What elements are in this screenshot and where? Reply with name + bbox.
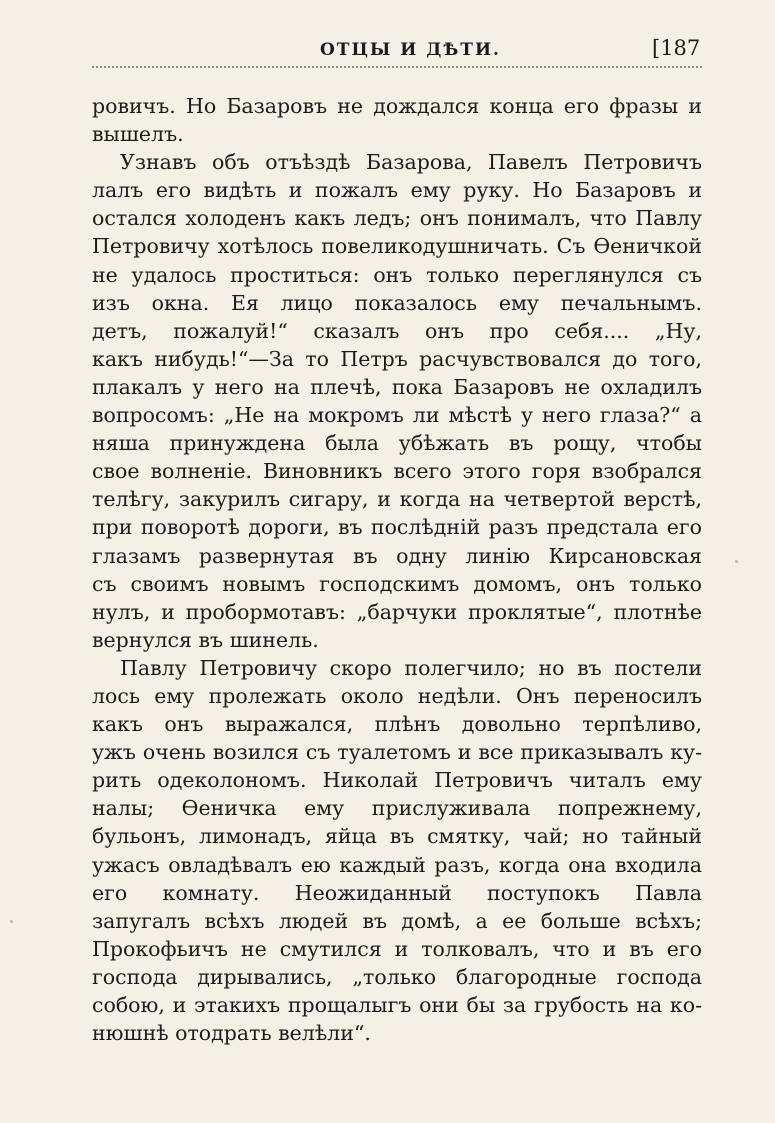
text-line: запугалъ всѣхъ людей въ домѣ, а ее больше всѣхъ; xyxy=(92,908,702,933)
text-line: собою, и этакихъ прощалыгъ они бы за грубость на ко- xyxy=(92,993,702,1017)
text-line: детъ, пожалуй!“ сказалъ онъ про себя.... „Ну, xyxy=(92,318,702,343)
text-line: ровичъ. Но Базаровъ не дождался конца его фразы и xyxy=(92,94,702,118)
text-line: свое волненіе. Виновникъ всего этого горя взобрался xyxy=(92,459,702,484)
text-line: Узнавъ объ отъѣздѣ Базарова, Павелъ Петровичъ xyxy=(120,150,702,175)
text-line: няша принуждена была убѣжать въ рощу, чтобы xyxy=(92,431,702,456)
paragraph xyxy=(92,92,702,148)
text-line: не удалось проститься: онъ только переглянулся съ xyxy=(92,262,702,287)
text-line: Прокофьичъ не смутился и толковалъ, что и въ его xyxy=(92,936,702,961)
text-line: нулъ, и пробормотавъ: „барчуки проклятые“, плотнѣе xyxy=(92,599,702,624)
text-line: бульонъ, лимонадъ, яйца въ смятку, чай; но тайный xyxy=(92,824,702,849)
text-line: при поворотѣ дороги, въ послѣдній разъ предстала его xyxy=(92,515,702,540)
text-line: плакалъ у него на плечѣ, пока Базаровъ не охладилъ xyxy=(92,374,702,399)
text-line: съ своимъ новымъ господскимъ домомъ, онъ только xyxy=(92,571,702,596)
text-line: рить одеколономъ. Николай Петровичъ читалъ ему xyxy=(92,768,702,793)
text-line: его комнату. Неожиданный поступокъ Павла xyxy=(92,880,702,905)
text-line: телѣгу, закурилъ сигару, и когда на четвертой верстѣ, xyxy=(92,487,702,512)
body-text xyxy=(92,92,702,1047)
text-line: остался холоденъ какъ ледъ; онъ понималъ, что Павлу xyxy=(92,206,702,231)
text-line: нюшнѣ отодрать велѣли“. xyxy=(92,1021,371,1046)
text-line: глазамъ развернутая въ одну линію Кирсановская xyxy=(92,543,702,568)
text-line: Петровичу хотѣлось повеликодушничать. Съ Ѳеничкой xyxy=(92,234,702,259)
text-line: ужасъ овладѣвалъ ею каждый разъ, когда она входила xyxy=(92,852,702,877)
text-line: вопросомъ: „Не на мокромъ ли мѣстѣ у него глаза?“ а xyxy=(92,403,702,428)
text-line: изъ окна. Ея лицо показалось ему печальнымъ. xyxy=(92,290,702,315)
text-line: вернулся въ шинель. xyxy=(92,627,319,652)
header-rule xyxy=(92,66,702,71)
paper-speck xyxy=(735,560,738,563)
paragraph xyxy=(92,654,702,1047)
text-line: какъ онъ выражался, плѣнъ довольно терпѣливо, xyxy=(92,712,702,737)
page-header xyxy=(0,36,775,66)
text-line: лось ему пролежать около недѣли. Онъ переносилъ xyxy=(92,683,702,708)
text-line: лалъ его видѣть и пожалъ ему руку. Но Базаровъ и xyxy=(92,178,702,203)
page-number: [187 xyxy=(652,36,701,60)
paper-speck xyxy=(10,920,13,923)
text-line: налы; Ѳеничка ему прислуживала попрежнему, xyxy=(92,796,702,821)
text-line: какъ нибудь!“—За то Петръ расчувствовался до того, xyxy=(92,346,702,371)
text-line: ужъ очень возился съ туалетомъ и все приказывалъ ку- xyxy=(92,740,702,765)
paragraph xyxy=(92,148,702,654)
text-line: вышелъ. xyxy=(92,122,184,147)
text-line: Павлу Петровичу скоро полегчило; но въ постели xyxy=(120,655,702,680)
text-line: господа дирывались, „только благородные господа xyxy=(92,964,702,989)
running-title: ОТЦЫ И ДѢТИ. xyxy=(320,40,501,60)
